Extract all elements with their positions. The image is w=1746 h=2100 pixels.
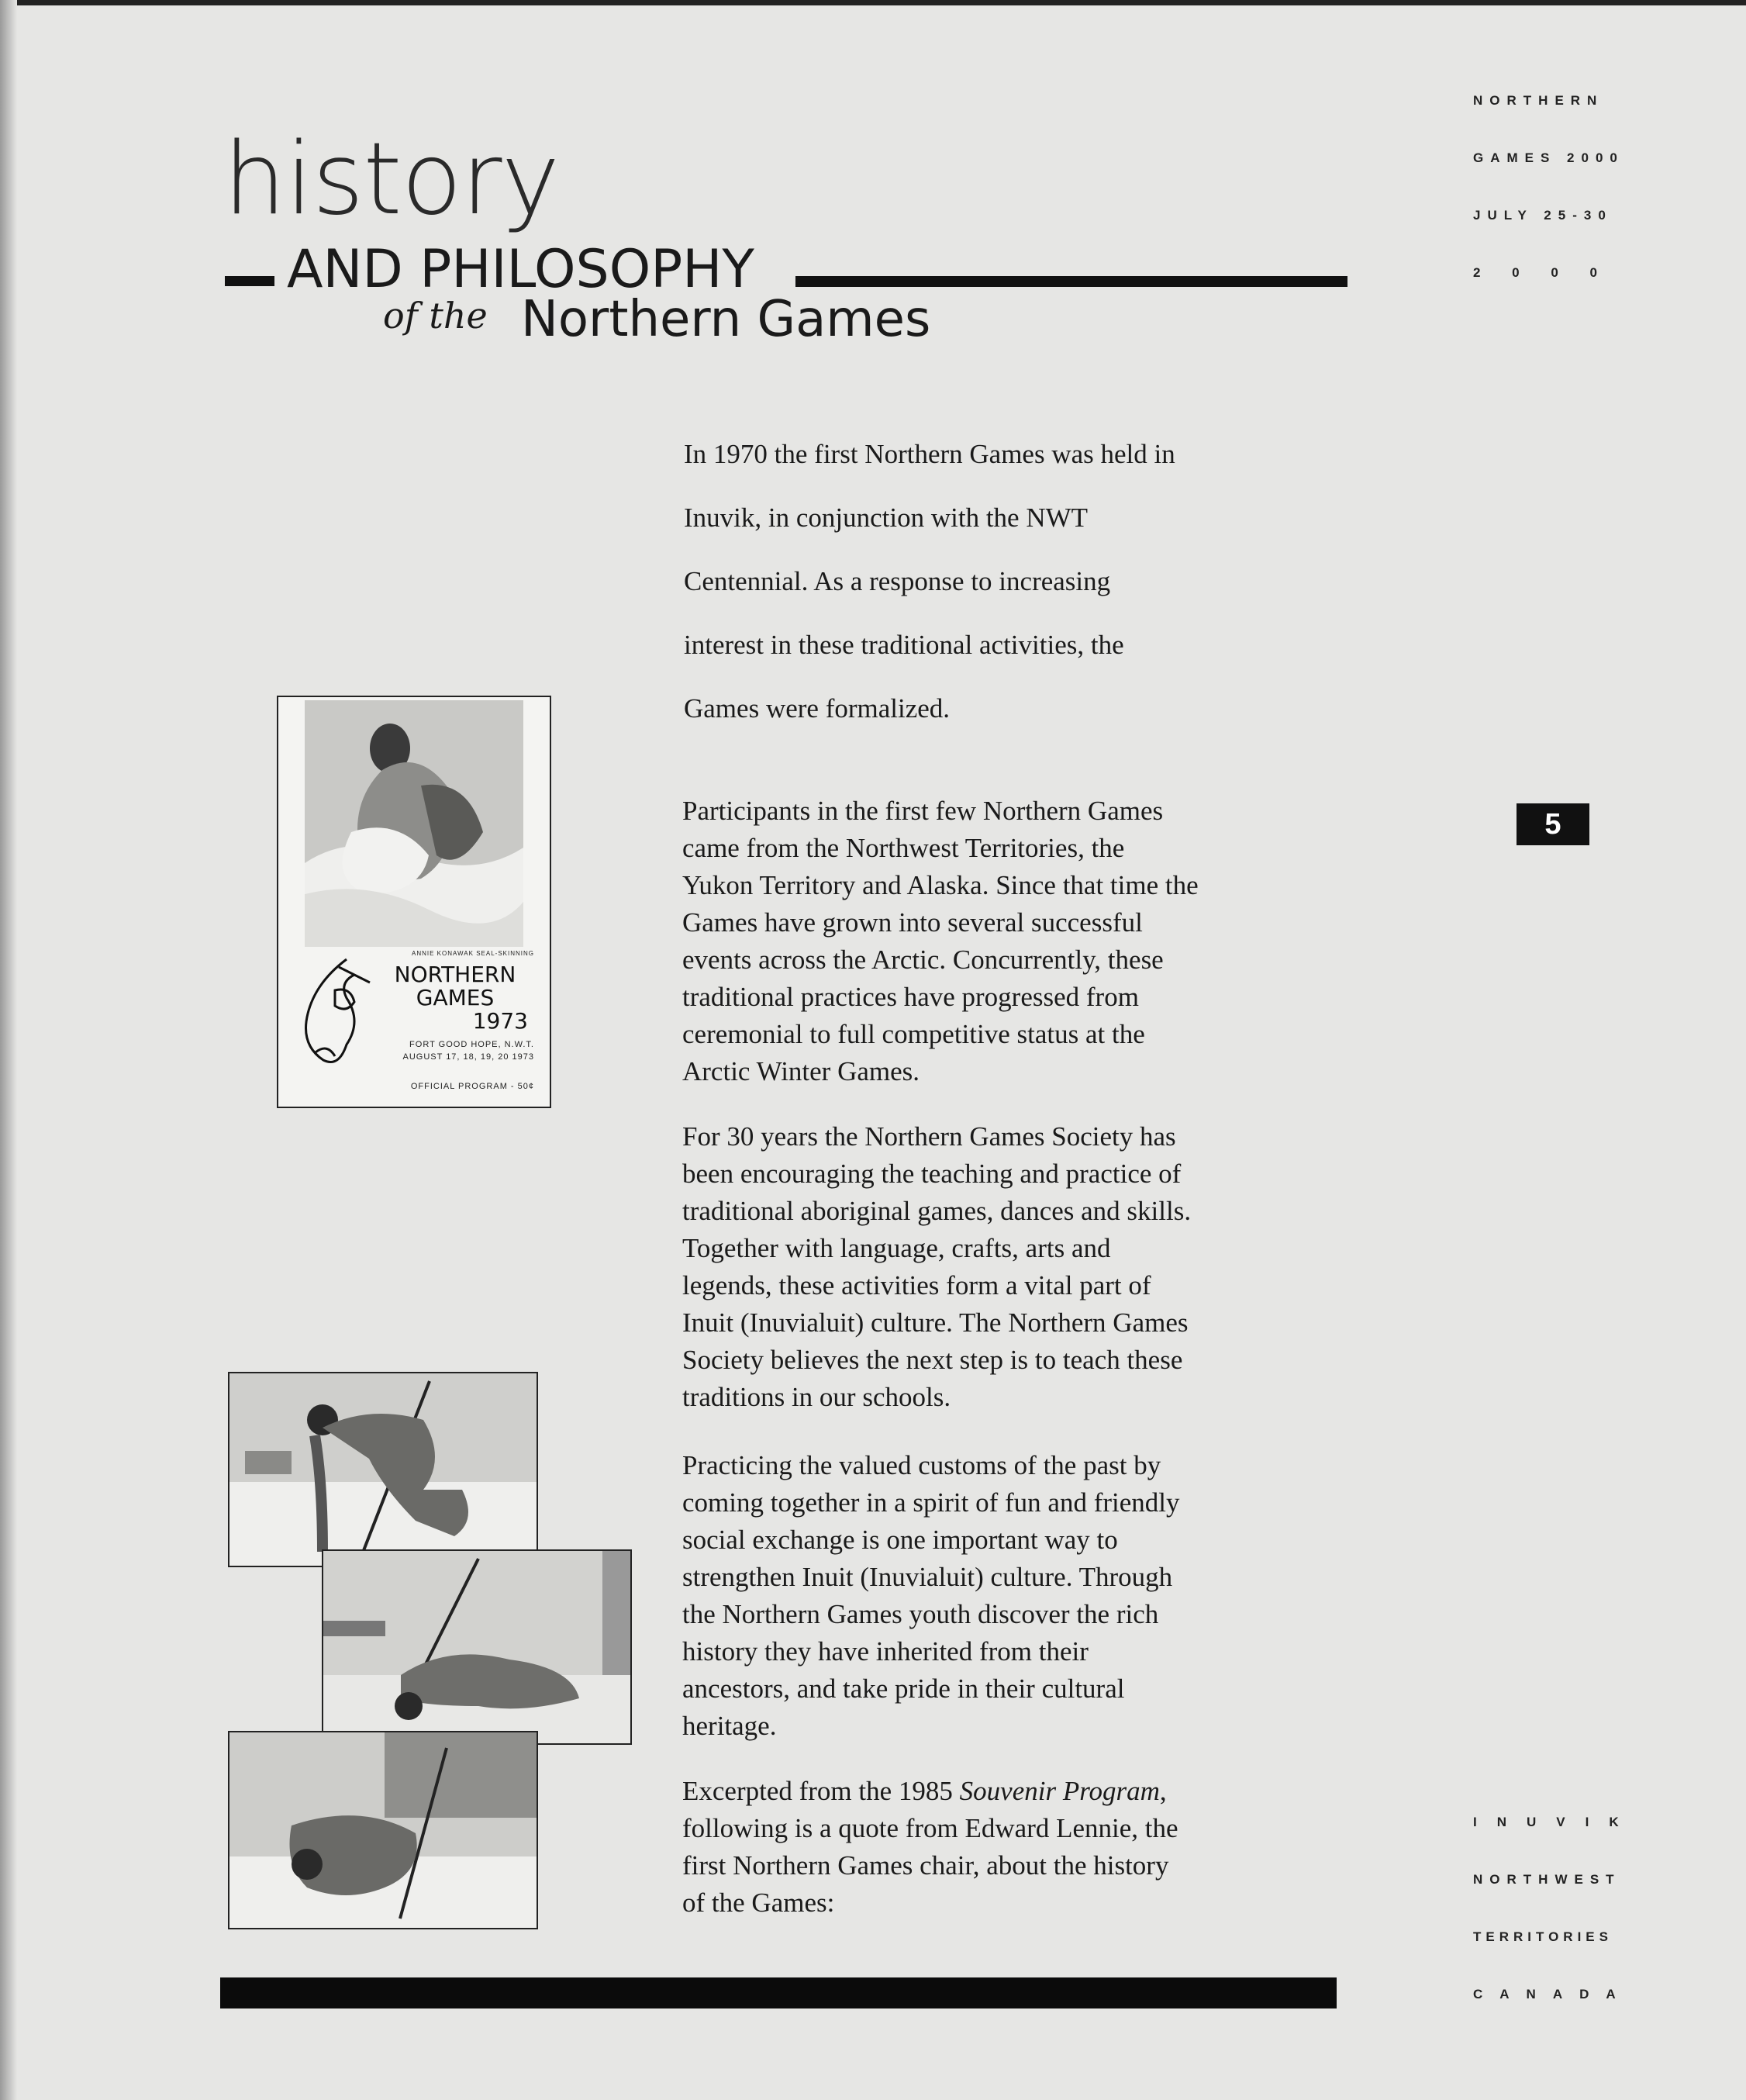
poster-title	[378, 963, 533, 1033]
poster-location: FORT GOOD HOPE, N.W.T.	[409, 1040, 534, 1049]
poster-title-line: 1973	[472, 1008, 528, 1034]
intro-line: Inuvik, in conjunction with the NWT	[684, 503, 1089, 533]
excerpt-before: Excerpted from the 1985	[682, 1776, 960, 1806]
intro-line: interest in these traditional activities, the	[684, 630, 1124, 660]
intro-line: Games were formalized.	[684, 693, 951, 724]
intro-line: In 1970 the first Northern Games was held in	[684, 439, 1175, 469]
page-number: 5	[1517, 803, 1589, 845]
poster-photo	[305, 700, 523, 947]
photo-athlete-3	[228, 1731, 538, 1929]
sidebar-top-line: GAMES 2000	[1473, 150, 1624, 165]
paragraph-society: For 30 years the Northern Games Society has been encouraging the teaching and practice of traditional aboriginal games, dances and skills. Together with language, crafts, arts and legends, these activities form a vital part of Inuit (Inuvialuit) culture. The Northern Games Society believes the next step is to teach these traditions in our schools.	[682, 1121, 1192, 1412]
page-gutter-shadow	[0, 0, 17, 2100]
top-edge-line	[0, 0, 1746, 5]
paragraph-customs: Practicing the valued customs of the past by coming together in a spirit of fun and friendly social exchange is one important way to strengthen Inuit (Inuvialuit) culture. Through the Northern Games youth discover the rich history they have inherited from their ancestors, and take pride in their cultural heritage.	[682, 1450, 1180, 1741]
excerpt-after: , following is a quote from Edward Lennie, the first Northern Games chair, about the history of the Games:	[682, 1776, 1178, 1918]
poster-title-line: GAMES	[416, 985, 495, 1010]
sidebar-bottom-line: CANADA	[1473, 1987, 1633, 2002]
title-rule-left	[225, 276, 274, 286]
title-northern-games: Northern Games	[521, 291, 931, 348]
title-rule-right	[795, 276, 1347, 287]
poster-logo-icon	[292, 952, 378, 1068]
paragraph-excerpt	[682, 1773, 1326, 1922]
program-poster-1973	[277, 696, 551, 1108]
paragraph-participants: Participants in the first few Northern Games came from the Northwest Territories, the Yukon Territory and Alaska. Since that time the Games have grown into several successful events across the Arctic. Concurrently, these traditional practices have progressed from ceremonial to full competitive status at the Arctic Winter Games.	[682, 796, 1199, 1086]
sidebar-bottom-line: INUVIK	[1473, 1815, 1639, 1829]
sidebar-bottom-line: NORTHWEST	[1473, 1872, 1621, 1887]
photo-athlete-2	[322, 1549, 632, 1745]
intro-line: Centennial. As a response to increasing	[684, 566, 1111, 596]
title-and-philosophy: AND PHILOSOPHY	[287, 239, 754, 300]
poster-caption: ANNIE KONAWAK SEAL-SKINNING	[412, 950, 534, 957]
sidebar-top-line: 2 0 0 0	[1473, 265, 1611, 280]
photo-athlete-1	[228, 1372, 538, 1567]
poster-price: OFFICIAL PROGRAM - 50¢	[410, 1082, 534, 1091]
bottom-rule	[220, 1977, 1337, 2008]
excerpt-title: Souvenir Program	[959, 1776, 1160, 1806]
sidebar-top-line: JULY 25-30	[1473, 208, 1613, 223]
title-history: history	[223, 122, 560, 237]
sidebar-bottom-line: TERRITORIES	[1473, 1929, 1613, 1944]
sidebar-top-line: NORTHERN	[1473, 93, 1604, 108]
poster-dates: AUGUST 17, 18, 19, 20 1973	[402, 1052, 534, 1062]
title-of-the: of the	[383, 295, 488, 337]
poster-title-line: NORTHERN	[394, 962, 516, 987]
